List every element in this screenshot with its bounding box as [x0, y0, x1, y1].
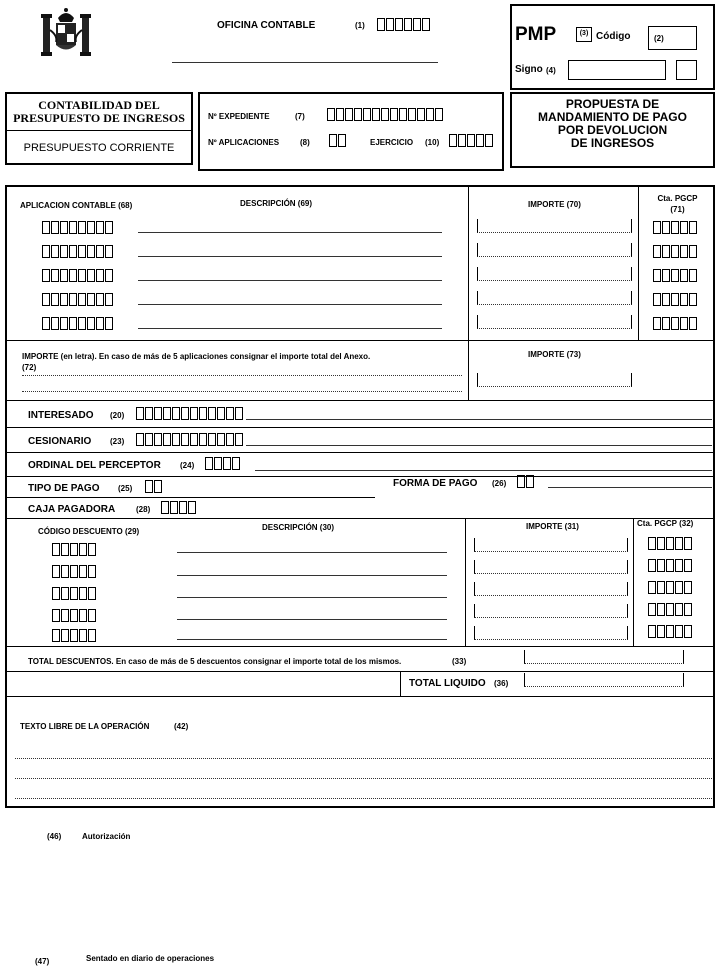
- total-liquido-field[interactable]: [524, 673, 684, 687]
- cta-descuento-cells[interactable]: [648, 537, 693, 551]
- descripcion-descuento-line[interactable]: [177, 575, 447, 576]
- importe-letra-ref: (72): [22, 363, 37, 372]
- cesionario-cells[interactable]: [136, 433, 244, 447]
- forma-pago-line[interactable]: [548, 487, 712, 488]
- codigo-label: Código: [596, 31, 631, 42]
- propuesta-line1: PROPUESTA DE: [565, 97, 660, 111]
- importe-field[interactable]: [477, 243, 632, 257]
- descripcion-line[interactable]: [138, 328, 442, 329]
- texto-libre-label: TEXTO LIBRE DE LA OPERACIÓN: [20, 722, 150, 731]
- cesionario-label: CESIONARIO: [28, 436, 92, 447]
- oficina-contable-label: OFICINA CONTABLE: [217, 20, 316, 31]
- codigo-descuento-cells[interactable]: [52, 629, 97, 643]
- sentado-label: Sentado en diario de operaciones: [86, 954, 215, 963]
- importe-descuento-field[interactable]: [474, 604, 628, 618]
- cta-descuento-cells[interactable]: [648, 581, 693, 595]
- contabilidad-title-line2: PRESUPUESTO DE INGRESOS: [13, 111, 185, 125]
- col-importe-header: IMPORTE (70): [528, 200, 581, 209]
- descripcion-descuento-line[interactable]: [177, 597, 447, 598]
- contabilidad-title-line1: CONTABILIDAD DEL: [38, 98, 160, 112]
- forma-pago-ref: (26): [492, 479, 507, 488]
- ejercicio-ref: (10): [425, 138, 440, 147]
- expediente-box: [198, 92, 504, 171]
- interesado-ref: (20): [110, 411, 125, 420]
- ordinal-cells[interactable]: [205, 457, 241, 471]
- codigo-descuento-cells[interactable]: [52, 543, 97, 557]
- tipo-pago-ref: (25): [118, 484, 133, 493]
- importe-descuento-field[interactable]: [474, 538, 628, 552]
- cta-cells[interactable]: [653, 293, 698, 307]
- total-descuentos-field[interactable]: [524, 650, 684, 664]
- importe-descuento-field[interactable]: [474, 582, 628, 596]
- col-importe-descuento-header: IMPORTE (31): [526, 522, 579, 531]
- cta-cells[interactable]: [653, 317, 698, 331]
- interesado-cells[interactable]: [136, 407, 244, 421]
- ordinal-label: ORDINAL DEL PERCEPTOR: [28, 460, 161, 471]
- aplicacion-cells[interactable]: [42, 317, 114, 331]
- expediente-label: Nº EXPEDIENTE: [208, 112, 270, 121]
- coat-of-arms-logo: [38, 6, 94, 60]
- ejercicio-label: EJERCICIO: [370, 138, 414, 147]
- propuesta-line4: DE INGRESOS: [570, 136, 655, 150]
- aplicacion-cells[interactable]: [42, 269, 114, 283]
- importe-descuento-field[interactable]: [474, 626, 628, 640]
- forma-pago-cells[interactable]: [517, 475, 535, 489]
- signo-ref: (4): [546, 66, 556, 75]
- descripcion-descuento-line[interactable]: [177, 619, 447, 620]
- importe-letra-label: IMPORTE (en letra). En caso de más de 5 aplicaciones consignar el importe total del Anexo.: [22, 352, 371, 361]
- col-cta-descuento-header: Cta. PGCP (32): [637, 519, 694, 528]
- importe-field[interactable]: [477, 291, 632, 305]
- importe-field[interactable]: [477, 315, 632, 329]
- importe-letra-line1[interactable]: [22, 375, 462, 376]
- codigo-field[interactable]: (2): [648, 26, 697, 50]
- interesado-label: INTERESADO: [28, 410, 94, 421]
- propuesta-line2: MANDAMIENTO DE PAGO: [538, 110, 687, 124]
- oficina-contable-cells[interactable]: [377, 18, 431, 32]
- expediente-cells[interactable]: [327, 108, 444, 122]
- aplicacion-cells[interactable]: [42, 293, 114, 307]
- cta-cells[interactable]: [653, 221, 698, 235]
- cesionario-line[interactable]: [246, 445, 712, 446]
- aplicaciones-ref: (8): [300, 138, 310, 147]
- cta-descuento-cells[interactable]: [648, 625, 693, 639]
- ordinal-line[interactable]: [255, 470, 712, 471]
- cta-descuento-cells[interactable]: [648, 603, 693, 617]
- aplicacion-cells[interactable]: [42, 245, 114, 259]
- col-cta-line1: Cta. PGCP: [657, 194, 698, 203]
- importe-field[interactable]: [477, 219, 632, 233]
- tipo-pago-label: TIPO DE PAGO: [28, 483, 100, 494]
- total-liquido-label: TOTAL LIQUIDO: [409, 678, 486, 689]
- importe-field[interactable]: [477, 267, 632, 281]
- codigo-descuento-cells[interactable]: [52, 587, 97, 601]
- importe-total-label: IMPORTE (73): [528, 350, 581, 359]
- descripcion-line[interactable]: [138, 304, 442, 305]
- signo-check-box[interactable]: [676, 60, 697, 80]
- signo-label: Signo: [515, 64, 543, 75]
- total-descuentos-label: TOTAL DESCUENTOS. En caso de más de 5 descuentos consignar el importe total de los mismos.: [28, 657, 402, 666]
- col-cta-header: [640, 193, 715, 215]
- ejercicio-cells[interactable]: [449, 134, 494, 148]
- texto-libre-line2[interactable]: [15, 778, 712, 779]
- texto-libre-ref: (42): [174, 722, 189, 731]
- pmp-label: PMP: [515, 24, 557, 45]
- ordinal-ref: (24): [180, 461, 195, 470]
- descripcion-line[interactable]: [138, 280, 442, 281]
- interesado-line[interactable]: [246, 419, 712, 420]
- sentado-ref: (47): [35, 957, 50, 966]
- codigo-descuento-cells[interactable]: [52, 565, 97, 579]
- presupuesto-corriente: PRESUPUESTO CORRIENTE: [23, 142, 175, 154]
- cta-cells[interactable]: [653, 245, 698, 259]
- descripcion-line[interactable]: [138, 232, 442, 233]
- descripcion-line[interactable]: [138, 256, 442, 257]
- col-descripcion-header: DESCRIPCIÓN (69): [240, 199, 313, 208]
- col-codigo-descuento-header: CÓDIGO DESCUENTO (29): [38, 527, 140, 536]
- col-descripcion-descuento-header: DESCRIPCIÓN (30): [262, 523, 335, 532]
- oficina-contable-ref: (1): [355, 21, 365, 30]
- caja-pagadora-label: CAJA PAGADORA: [28, 504, 116, 515]
- importe-descuento-field[interactable]: [474, 560, 628, 574]
- col-aplicacion-header: APLICACION CONTABLE (68): [20, 201, 133, 210]
- texto-libre-line3[interactable]: [15, 798, 712, 799]
- signo-field[interactable]: [568, 60, 666, 80]
- tipo-pago-cells[interactable]: [145, 480, 163, 494]
- contabilidad-title: [5, 99, 193, 125]
- cta-cells[interactable]: [653, 269, 698, 283]
- autorizacion-label: Autorización: [82, 832, 131, 841]
- oficina-contable-line: [172, 62, 438, 63]
- codigo-descuento-cells[interactable]: [52, 609, 97, 623]
- aplicaciones-cells[interactable]: [329, 134, 347, 148]
- caja-pagadora-cells[interactable]: [161, 501, 197, 515]
- aplicaciones-label: Nº APLICACIONES: [208, 138, 280, 147]
- descripcion-descuento-line[interactable]: [177, 639, 447, 640]
- propuesta-title: [510, 98, 715, 150]
- total-liquido-ref: (36): [494, 679, 509, 688]
- total-descuentos-ref: (33): [452, 657, 467, 666]
- col-cta-line2: (71): [670, 205, 685, 214]
- cta-descuento-cells[interactable]: [648, 559, 693, 573]
- descripcion-descuento-line[interactable]: [177, 552, 447, 553]
- forma-pago-label: FORMA DE PAGO: [393, 478, 478, 489]
- importe-total-field[interactable]: [477, 373, 632, 387]
- propuesta-line3: POR DEVOLUCION: [557, 123, 668, 137]
- cesionario-ref: (23): [110, 437, 125, 446]
- importe-letra-line2[interactable]: [22, 391, 462, 392]
- texto-libre-line1[interactable]: [15, 758, 712, 759]
- pmp-ref-box: (3): [576, 27, 592, 42]
- autorizacion-ref: (46): [47, 832, 62, 841]
- aplicacion-cells[interactable]: [42, 221, 114, 235]
- expediente-ref: (7): [295, 112, 305, 121]
- caja-pagadora-ref: (28): [136, 505, 151, 514]
